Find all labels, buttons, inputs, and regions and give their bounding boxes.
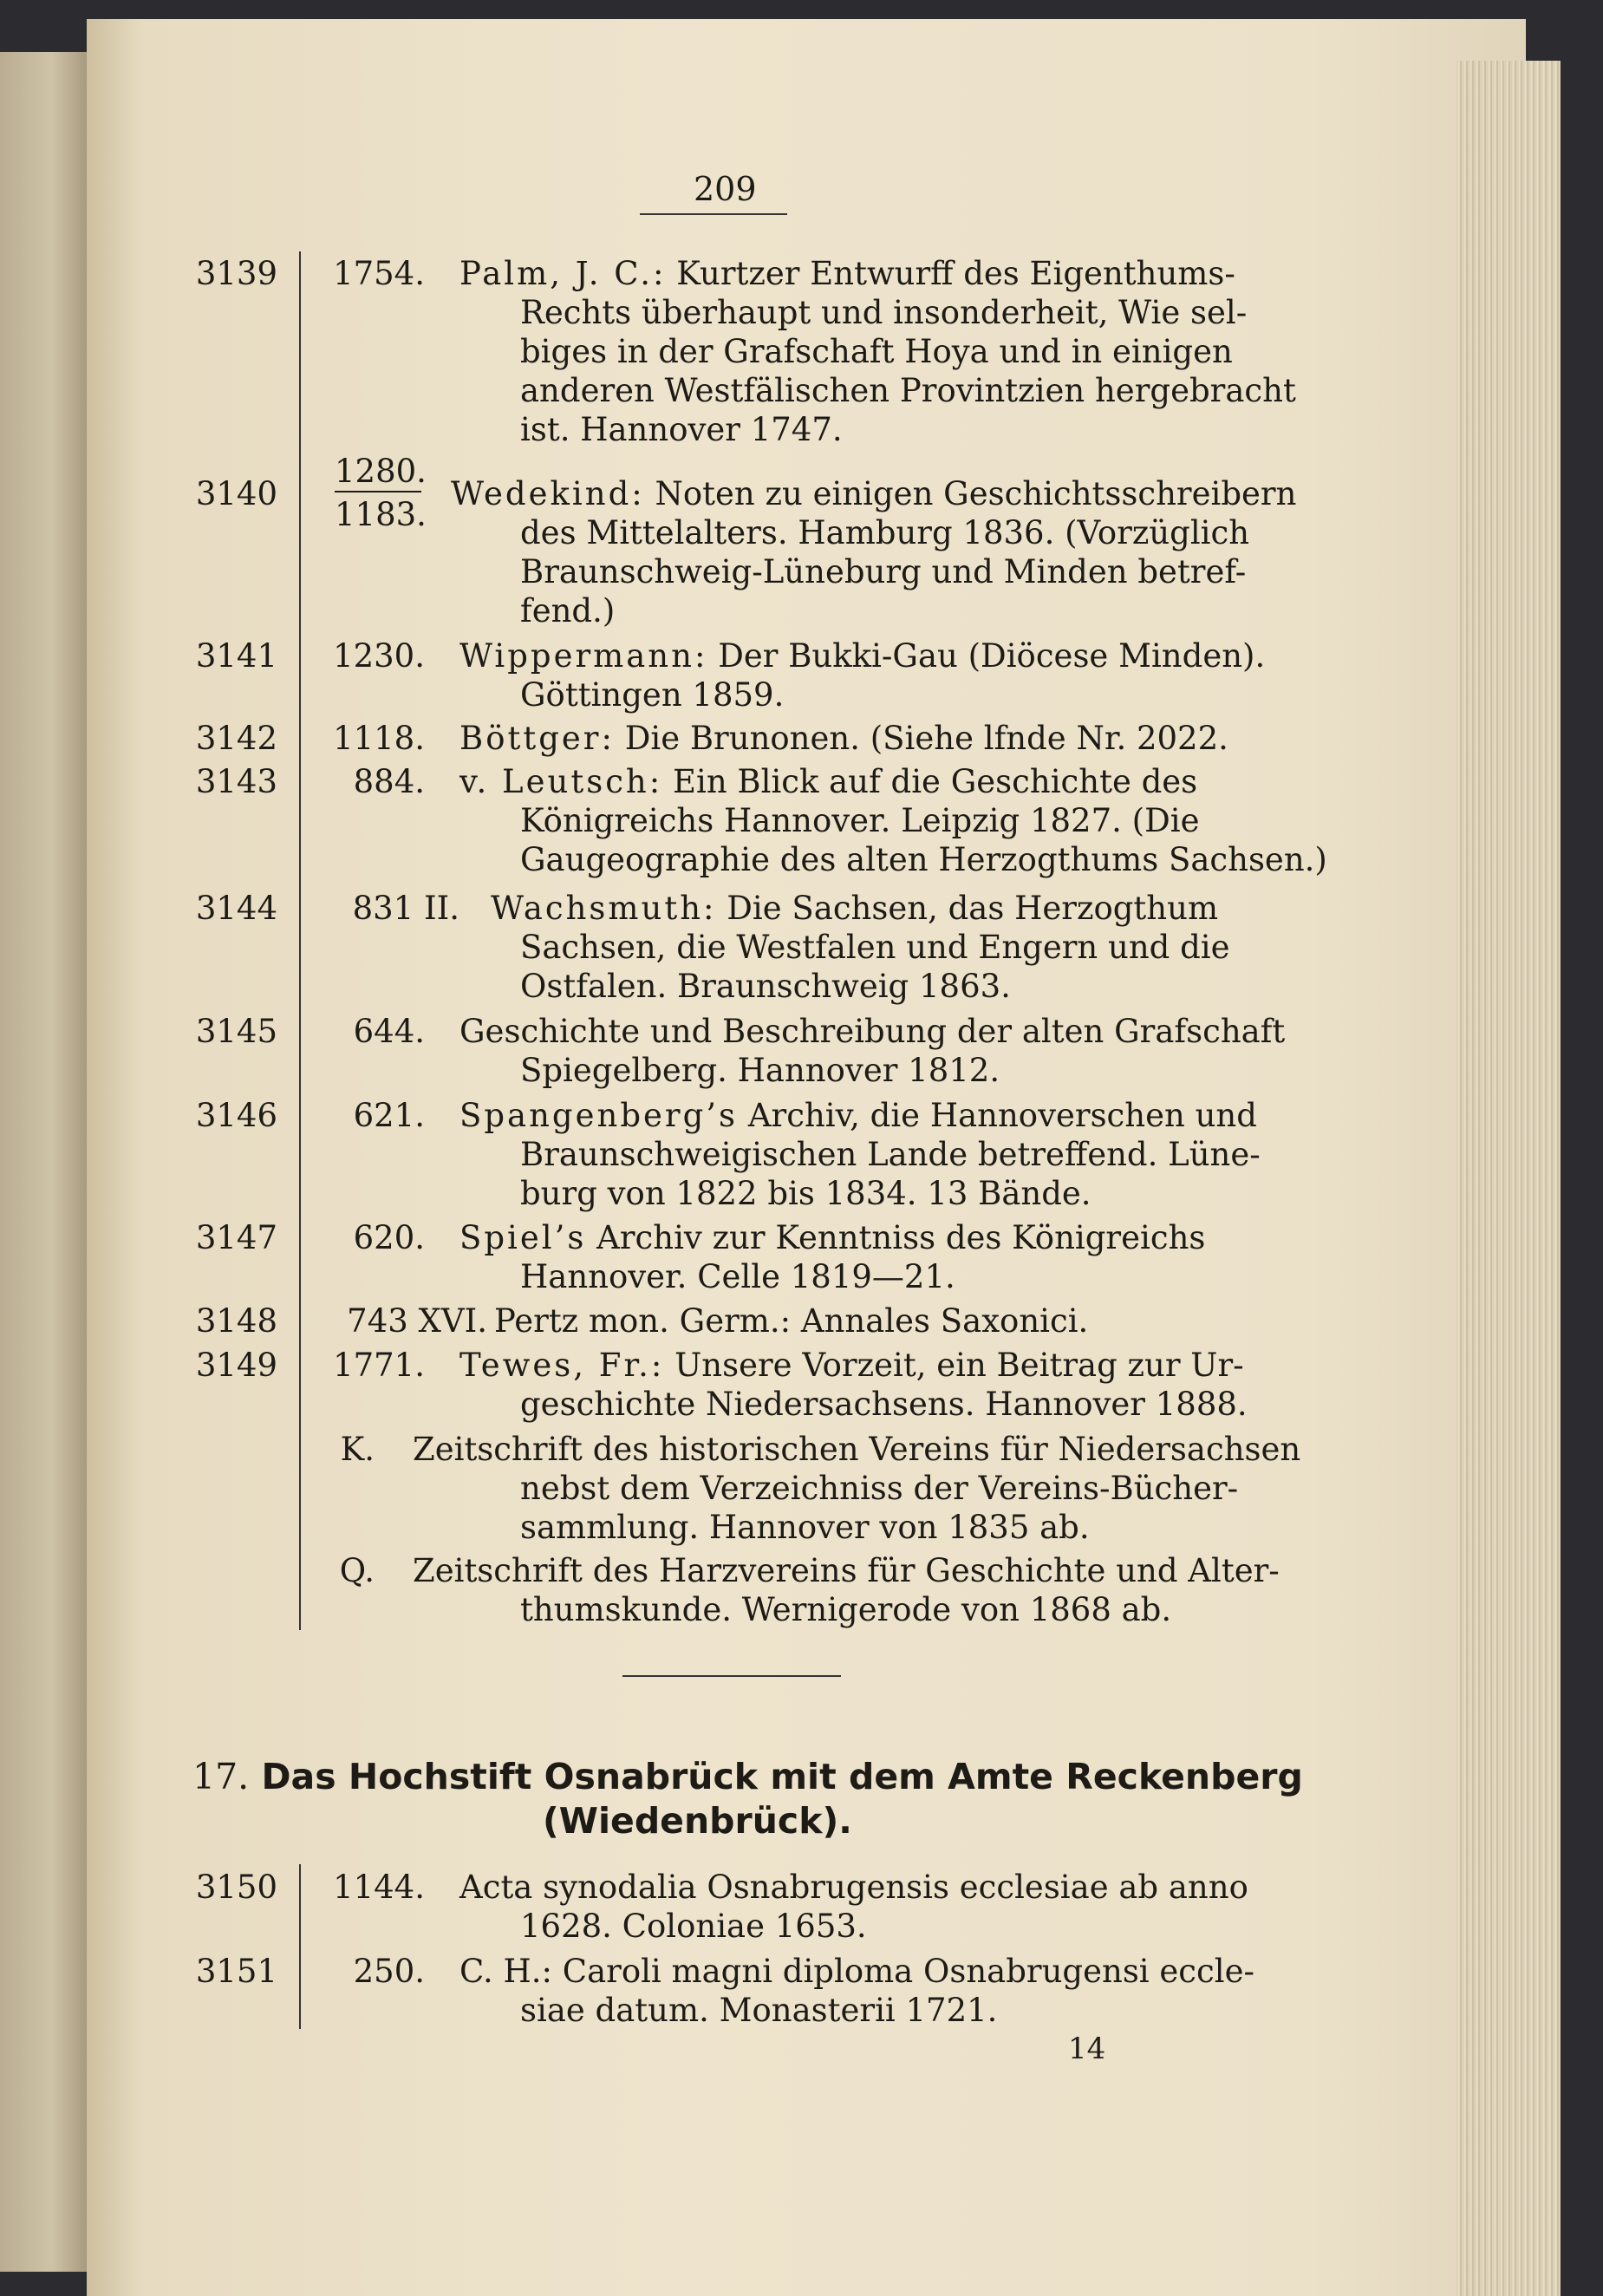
section-heading xyxy=(192,1756,1303,1797)
entry-title-line: Kurtzer Entwurff des Eigenthums- xyxy=(676,255,1235,292)
entry-title-line: C. H.: Caroli magni diploma Osnabrugensi eccle- xyxy=(459,1953,1254,1990)
entry-lfd: 3145 xyxy=(195,1013,277,1050)
entry-title-line: fend.) xyxy=(520,592,616,629)
entry-lfd: 3146 xyxy=(195,1097,277,1134)
entry-lfd: 3147 xyxy=(195,1219,277,1256)
entry-lfd: 3140 xyxy=(195,475,277,512)
entry-title-line: Gaugeographie des alten Herzogthums Sachsen.) xyxy=(520,841,1327,878)
entry-title-line: Braunschweig-Lüneburg und Minden betref- xyxy=(520,553,1247,590)
entry-ref: 250. xyxy=(353,1953,425,1990)
entry-author: Wippermann: xyxy=(459,637,708,675)
section-separator-rule xyxy=(622,1675,841,1677)
entry-title-line: biges in der Grafschaft Hoya und in einigen xyxy=(520,333,1233,370)
entry-author: Spangenberg’s xyxy=(459,1097,739,1134)
entry-title-line: geschichte Niedersachsens. Hannover 1888. xyxy=(520,1386,1248,1423)
entry-title-line: Sachsen, die Westfalen und Engern und die xyxy=(520,929,1230,966)
entry-lfd: 3143 xyxy=(195,763,277,800)
entry-ref: 1144. xyxy=(333,1869,425,1906)
entry-ref: 1754. xyxy=(333,255,425,292)
entry-title-line: Ostfalen. Braunschweig 1863. xyxy=(520,968,1011,1005)
entry-title-line: anderen Westfälischen Provintzien hergebracht xyxy=(520,372,1296,409)
entry-title-line: Pertz mon. Germ.: Annales Saxonici. xyxy=(494,1302,1089,1340)
entry-ref: K. xyxy=(340,1431,375,1468)
entry-title-line: Die Sachsen, das Herzogthum xyxy=(727,890,1219,927)
section-title-line2: (Wiedenbrück). xyxy=(543,1800,852,1842)
entry-lfd: 3141 xyxy=(195,637,277,675)
entry-author: Böttger: xyxy=(459,720,615,757)
entry-title-line: Braunschweigischen Lande betreffend. Lüne- xyxy=(520,1136,1261,1173)
entry-title-line: Unsere Vorzeit, ein Beitrag zur Ur- xyxy=(674,1347,1244,1384)
entry-ref: Q. xyxy=(339,1552,375,1589)
entry-title-line: 1628. Coloniae 1653. xyxy=(520,1908,867,1945)
entry-title-line: Zeitschrift des Harzvereins für Geschichte und Alter- xyxy=(413,1552,1280,1589)
entry-author: v. Leutsch: xyxy=(459,763,663,800)
entry-author: Spiel’s xyxy=(459,1219,587,1256)
page-stack-edges xyxy=(1456,61,1561,2296)
entry-ref: 743 XVI. xyxy=(347,1302,487,1340)
entry-title-line: Acta synodalia Osnabrugensis ecclesiae ab anno xyxy=(459,1869,1248,1906)
entry-title-line: Noten zu einigen Geschichtsschreibern xyxy=(655,475,1297,512)
entry-lfd: 3144 xyxy=(195,890,277,927)
entry-lfd: 3139 xyxy=(195,255,277,292)
entry-author: Wedekind: xyxy=(451,475,645,512)
entry-title-line: Archiv, die Hannoverschen und xyxy=(747,1097,1257,1134)
entry-title-line: Ein Blick auf die Geschichte des xyxy=(672,763,1198,800)
section-number: 17. xyxy=(192,1756,250,1797)
facing-page-edge xyxy=(0,52,87,2272)
entry-ref-fraction-bar xyxy=(335,491,421,492)
entry-ref: 644. xyxy=(353,1013,425,1050)
entry-title-line: Hannover. Celle 1819—21. xyxy=(520,1258,955,1295)
entry-author: Palm, J. C.: xyxy=(459,255,667,292)
entry-ref: 1771. xyxy=(333,1347,425,1384)
entry-title-line: Rechts überhaupt und insonderheit, Wie sel- xyxy=(520,294,1248,331)
entry-ref-numerator: 1280. xyxy=(335,453,427,490)
page-number-rule xyxy=(640,213,787,215)
entry-title-line: Der Bukki-Gau (Diöcese Minden). xyxy=(718,637,1266,675)
entry-title-line: burg von 1822 bis 1834. 13 Bände. xyxy=(520,1175,1091,1212)
entry-title-line: Königreichs Hannover. Leipzig 1827. (Die xyxy=(520,802,1200,839)
entry-title-line: ist. Hannover 1747. xyxy=(520,411,843,448)
entry-author: Wachsmuth: xyxy=(491,890,717,927)
entry-title-line: Die Brunonen. (Siehe lfnde Nr. 2022. xyxy=(624,720,1228,757)
entry-lfd: 3151 xyxy=(195,1953,277,1990)
entry-title-line: Zeitschrift des historischen Vereins für Niedersachsen xyxy=(413,1431,1301,1468)
section-title: Das Hochstift Osnabrück mit dem Amte Reckenberg xyxy=(261,1756,1303,1797)
entry-title-line: sammlung. Hannover von 1835 ab. xyxy=(520,1509,1090,1546)
entry-lfd: 3150 xyxy=(195,1869,277,1906)
entry-title-line: siae datum. Monasterii 1721. xyxy=(520,1992,998,2029)
entry-title-line: Göttingen 1859. xyxy=(520,676,785,714)
entry-ref: 1230. xyxy=(333,637,425,675)
entry-lfd: 3149 xyxy=(195,1347,277,1384)
entry-lfd: 3142 xyxy=(195,720,277,757)
entry-title-line: Spiegelberg. Hannover 1812. xyxy=(520,1052,1000,1089)
entry-title-line: nebst dem Verzeichniss der Vereins-Bücher- xyxy=(520,1470,1239,1507)
entry-ref: 621. xyxy=(353,1097,425,1134)
entry-ref-denominator: 1183. xyxy=(335,496,427,533)
entry-title-line: thumskunde. Wernigerode von 1868 ab. xyxy=(520,1591,1172,1628)
entry-ref: 620. xyxy=(353,1219,425,1256)
entry-ref: 831 II. xyxy=(352,890,459,927)
column-divider-top xyxy=(299,251,301,1630)
entry-lfd: 3148 xyxy=(195,1302,277,1340)
entry-title-line: Archiv zur Kenntniss des Königreichs xyxy=(596,1219,1206,1256)
entry-ref: 1118. xyxy=(333,720,425,757)
entry-title-line: Geschichte und Beschreibung der alten Grafschaft xyxy=(459,1013,1286,1050)
page-number: 209 xyxy=(694,170,757,208)
entry-author: Tewes, Fr.: xyxy=(459,1347,665,1384)
signature-mark: 14 xyxy=(1068,2032,1106,2066)
entry-title-line: des Mittelalters. Hamburg 1836. (Vorzüglich xyxy=(520,514,1250,551)
entry-ref: 884. xyxy=(353,763,425,800)
